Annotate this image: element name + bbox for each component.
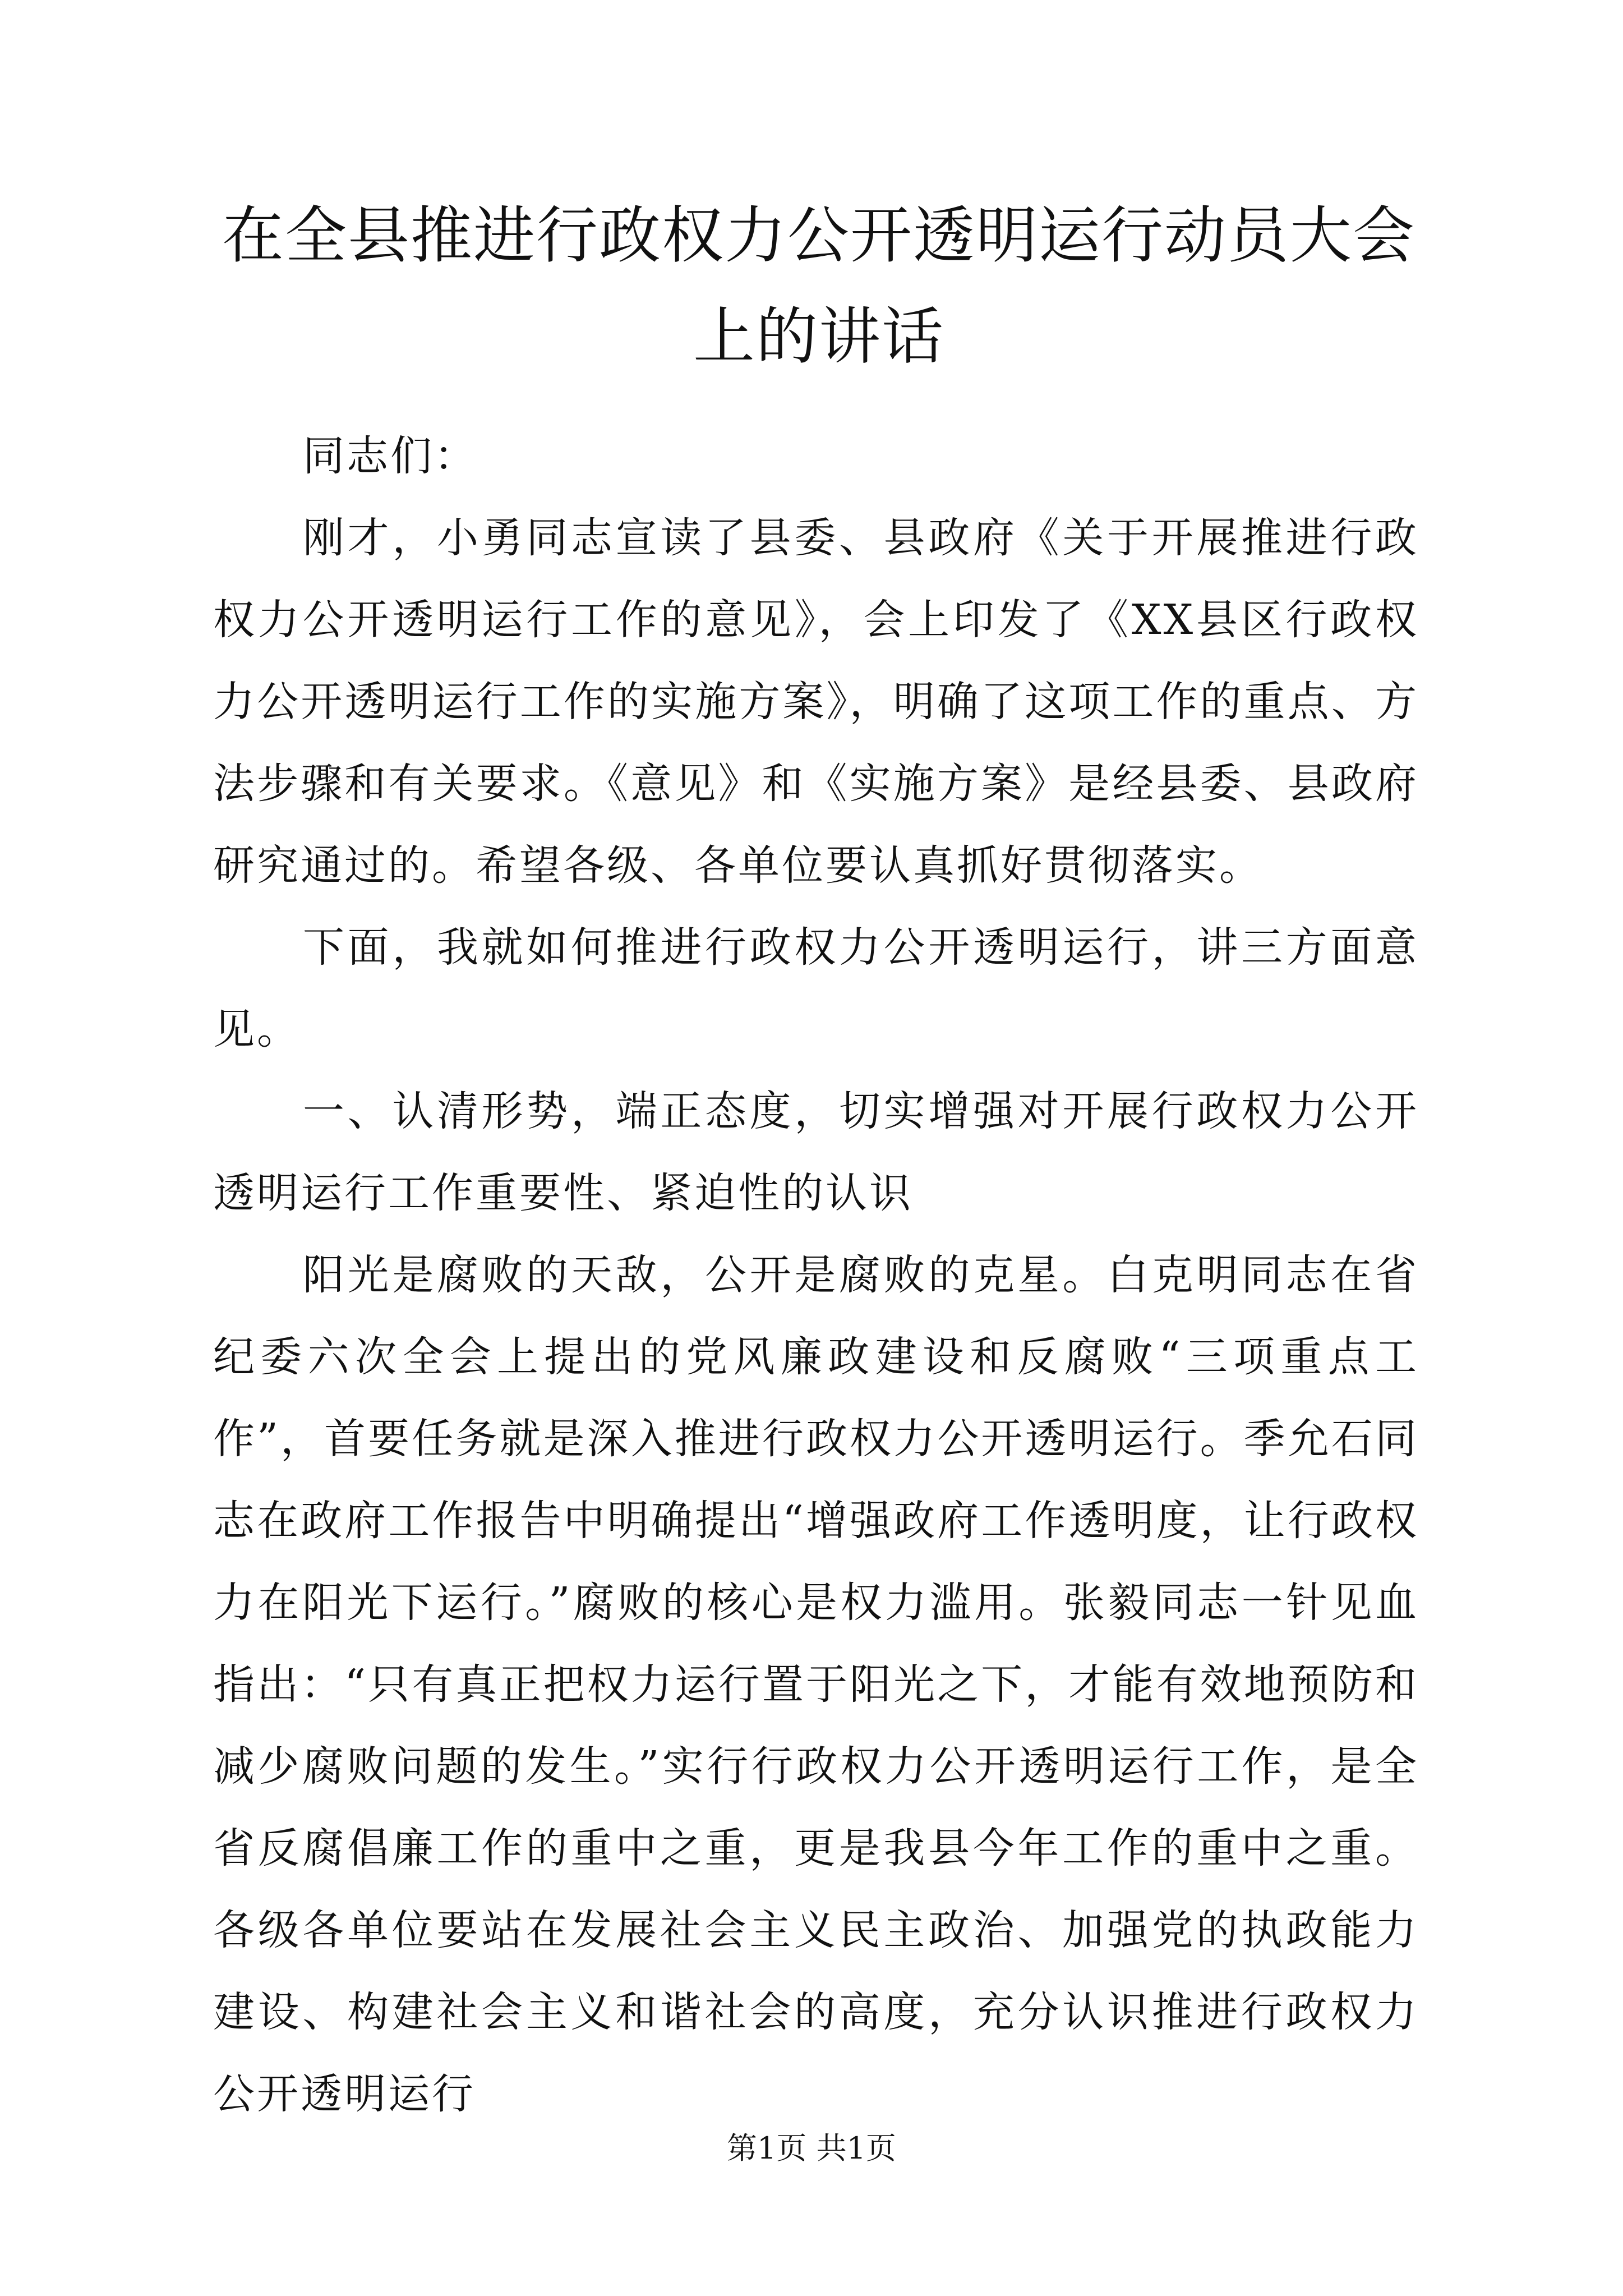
body-paragraph: 下面，我就如何推进行政权力公开透明运行，讲三方面意见。 xyxy=(213,923,1419,1053)
document-body xyxy=(213,415,1419,2135)
body-paragraph: 阳光是腐败的天敌，公开是腐败的克星。白克明同志在省纪委六次全会上提出的党风廉政建设和反腐败“三项重点工作”，首要任务就是深入推进行政权力公开透明运行。季允石同志在政府工作报告中明确提出“增强政府工作透明度，让行政权力在阳光下运行。”腐败的核心是权力滥用。张毅同志一针见血指出：“只有真正把权力运行置于阳光之下，才能有效地预防和减少腐败问题的发生。”实行行政权力公开透明运行工作，是全省反腐倡廉工作的重中之重，更是我县今年工作的重中之重。各级各单位要站在发展社会主义民主政治、加强党的执政能力建设、构建社会主义和谐社会的高度，充分认识推进行政权力公开透明运行 xyxy=(213,1251,1419,2118)
page-number-footer: 第1页 共1页 xyxy=(727,2131,896,2166)
salutation-paragraph: 同志们： xyxy=(303,432,478,480)
document-title: 在全县推进行政权力公开透明运行动员大会上的讲话 xyxy=(222,200,1415,372)
body-paragraph: 刚才，小勇同志宣读了县委、县政府《关于开展推进行政权力公开透明运行工作的意见》，会上印发了《XX县区行政权力公开透明运行工作的实施方案》，明确了这项工作的重点、方法步骤和有关要求。《意见》和《实施方案》是经县委、县政府研究通过的。希望各级、各单位要认真抓好贯彻落实。 xyxy=(213,514,1419,890)
section-heading-paragraph: 一、认清形势，端正态度，切实增强对开展行政权力公开透明运行工作重要性、紧迫性的认识 xyxy=(213,1087,1419,1217)
